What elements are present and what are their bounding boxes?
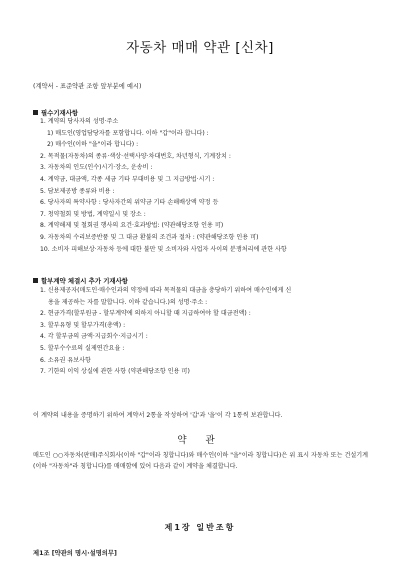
list-item: 5. 담보제공방 종류와 비용 :	[40, 187, 115, 195]
intro-note: (계약서 - 표준약관 조항 앞부분에 예시)	[33, 83, 142, 90]
chapter-heading: 제1장 일반조항	[164, 523, 236, 532]
list-item: 7. 기한의 이익 상실에 관한 사항 (약관해당조항 인용 可)	[40, 368, 190, 376]
list-item: 1) 매도인(영업담당자를 포함합니다. 이하 "갑"이라 합니다) :	[47, 129, 209, 137]
list-item: 1. 신용제공자(매도인·매수인과의 약정에 따라 목적물의 대금을 충당하기 위하여 매수인에게 신	[40, 287, 292, 294]
list-item: 9. 자동차의 수리보증반품 및 그 대금 환불의 조건과 절차 : (약관해당조항 인용 可)	[40, 233, 259, 241]
list-item: 5. 할부수수료의 실제연간요율 :	[40, 344, 125, 352]
list-item: 7. 청약철회 및 방법, 계약일시 및 장소 :	[40, 210, 146, 218]
section-installment-heading	[33, 276, 128, 285]
list-item: 8. 계약해제 및 철회권 행사의 요건·효과방법: (약관해당조항 인용 可)	[40, 222, 224, 230]
list-item: 2. 현금가격(할부원금 - 할부계약에 의하지 아니할 때 지급하여야 할 대금전액) :	[40, 310, 251, 318]
list-item: 1. 계약의 당사자의 성명·주소	[40, 118, 119, 125]
terms-intro-paragraph: 매도인 ○○자동차(판매)주식회사(이하 "갑"이라 칭합니다)와 매수인(이하 "을"이라 칭합니다)은 위 표시 자동차 또는 건설기계(이하 "자동차"라 칭합니다)를 매매함에 있어 다음과 같이 계약을 체결합니다.	[33, 452, 368, 471]
list-item: 10. 소비자 피해보상·자동차 등에 대한 불만 및 소비자와 사업자 사이의 분쟁처리에 관한 사항	[40, 245, 287, 253]
list-item: 3. 할부유형 및 할부가격(총액) :	[40, 321, 126, 329]
list-item: 2. 목적물(자동차)의 종류·색상·선택사양·차대번호, 차년형식, 기계장치 :	[40, 152, 231, 160]
section-installment-heading-text: 할부계약 체결시 추가 기재사항	[41, 277, 128, 285]
article-1-heading: 제1조 [약관의 명시·설명의무]	[33, 550, 117, 557]
list-item: 2) 매수인(이하 "을"이라 합니다) :	[47, 141, 139, 149]
list-item: 4. 각 할부금의 금액·지급회수·지급시기 :	[40, 333, 148, 341]
list-item: 6. 소유권 유보사항	[40, 356, 91, 364]
closing-statement: 이 계약의 내용을 증명하기 위하여 계약서 2통을 작성하여 '갑'과 '을'이 각 1통씩 보관합니다.	[33, 412, 283, 419]
terms-heading: 약 관	[177, 435, 223, 446]
section-required-heading-text: 필수기재사항	[41, 109, 79, 117]
square-bullet-icon	[33, 278, 38, 283]
list-item: 4. 계약금, 대금액, 각종 세금 기타 부대비용 및 그 지급방법·시기 :	[40, 175, 215, 183]
installment-items-list	[40, 285, 291, 378]
square-bullet-icon	[33, 110, 38, 115]
required-items-list	[40, 116, 287, 255]
list-item: 6. 당사자의 특약사항 : 당사자간의 위약금 기타 손해배상액 약정 등	[40, 199, 219, 207]
list-item: 용을 제공하는 자를 말합니다. 이하 같습니다.)의 성명·주소 :	[48, 298, 208, 306]
document-title: 자동차 매매 약관 [신차]	[126, 40, 274, 56]
list-item: 3. 자동차의 인도(인수)시기·장소, 운송비 :	[40, 164, 153, 172]
